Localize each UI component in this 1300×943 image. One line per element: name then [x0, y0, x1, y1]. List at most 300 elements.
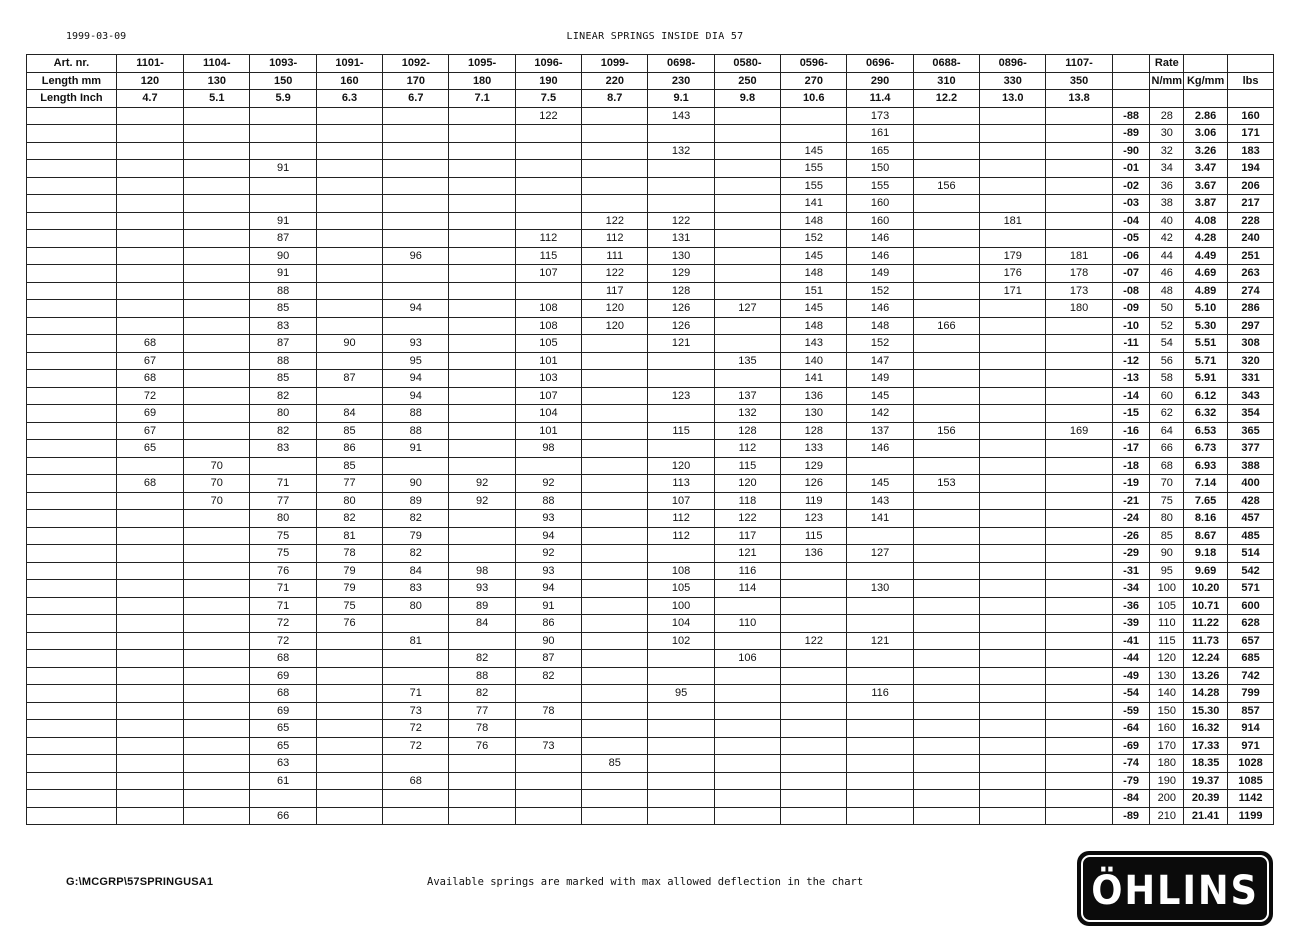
deflection-cell: 115 — [781, 527, 847, 545]
rate-kgmm-cell: 5.71 — [1184, 352, 1228, 370]
deflection-cell — [316, 265, 382, 283]
deflection-cell — [449, 370, 515, 388]
deflection-cell — [116, 107, 183, 125]
unit-header-kgmm: Kg/mm — [1184, 72, 1228, 90]
deflection-cell — [582, 335, 648, 353]
deflection-cell: 120 — [582, 317, 648, 335]
deflection-cell — [582, 737, 648, 755]
row-label-blank — [27, 212, 117, 230]
deflection-cell — [116, 125, 183, 143]
deflection-cell: 76 — [250, 562, 316, 580]
rate-kgmm-cell: 10.20 — [1184, 580, 1228, 598]
deflection-cell: 122 — [582, 212, 648, 230]
deflection-cell: 180 — [1046, 300, 1112, 318]
deflection-cell — [714, 720, 780, 738]
deflection-cell — [648, 755, 714, 773]
deflection-cell — [515, 195, 581, 213]
deflection-cell — [250, 177, 316, 195]
deflection-cell — [913, 405, 979, 423]
length-mm-cell: 270 — [781, 72, 847, 90]
deflection-cell: 68 — [116, 370, 183, 388]
row-label-blank — [27, 405, 117, 423]
deflection-cell — [913, 335, 979, 353]
deflection-cell — [184, 702, 250, 720]
deflection-cell: 137 — [847, 422, 913, 440]
deflection-cell — [980, 160, 1046, 178]
rate-lbs-cell: 742 — [1228, 667, 1274, 685]
deflection-cell: 165 — [847, 142, 913, 160]
deflection-cell: 115 — [648, 422, 714, 440]
deflection-cell: 68 — [383, 772, 449, 790]
spring-chart-table — [26, 54, 1274, 825]
deflection-cell — [316, 755, 382, 773]
rate-kgmm-cell: 16.32 — [1184, 720, 1228, 738]
deflection-cell — [847, 807, 913, 825]
rate-kgmm-cell: 2.86 — [1184, 107, 1228, 125]
suffix-cell: -06 — [1112, 247, 1150, 265]
deflection-cell: 148 — [847, 317, 913, 335]
deflection-cell — [1046, 527, 1112, 545]
chart-note: Available springs are marked with max allowed deflection in the chart — [427, 876, 864, 888]
deflection-cell — [913, 160, 979, 178]
deflection-cell — [383, 282, 449, 300]
deflection-cell — [714, 685, 780, 703]
deflection-cell: 130 — [847, 580, 913, 598]
deflection-cell — [648, 772, 714, 790]
deflection-cell — [449, 387, 515, 405]
deflection-cell — [184, 737, 250, 755]
deflection-cell: 75 — [250, 545, 316, 563]
rate-lbs-cell: 685 — [1228, 650, 1274, 668]
deflection-cell: 143 — [648, 107, 714, 125]
rate-nmm-cell: 36 — [1150, 177, 1184, 195]
deflection-cell: 155 — [847, 177, 913, 195]
deflection-cell — [847, 597, 913, 615]
deflection-cell: 65 — [250, 737, 316, 755]
deflection-cell — [250, 125, 316, 143]
rate-kgmm-cell: 6.73 — [1184, 440, 1228, 458]
deflection-cell: 82 — [383, 545, 449, 563]
row-label-blank — [27, 160, 117, 178]
article-number-cell: 1104- — [184, 55, 250, 73]
deflection-cell — [714, 667, 780, 685]
deflection-cell: 128 — [714, 422, 780, 440]
length-mm-cell: 330 — [980, 72, 1046, 90]
table-row — [27, 720, 1274, 738]
deflection-cell: 68 — [250, 650, 316, 668]
table-row — [27, 370, 1274, 388]
suffix-cell: -54 — [1112, 685, 1150, 703]
deflection-cell — [847, 667, 913, 685]
deflection-cell — [449, 755, 515, 773]
deflection-cell: 91 — [250, 212, 316, 230]
rate-header: Rate — [1150, 55, 1184, 73]
deflection-cell: 88 — [383, 405, 449, 423]
rate-kgmm-cell: 5.91 — [1184, 370, 1228, 388]
table-row — [27, 405, 1274, 423]
deflection-cell — [1046, 650, 1112, 668]
rate-kgmm-cell: 3.87 — [1184, 195, 1228, 213]
deflection-cell — [980, 702, 1046, 720]
deflection-cell — [1046, 702, 1112, 720]
rate-lbs-cell: 485 — [1228, 527, 1274, 545]
rate-nmm-cell: 160 — [1150, 720, 1184, 738]
deflection-cell: 169 — [1046, 422, 1112, 440]
deflection-cell: 82 — [515, 667, 581, 685]
deflection-cell — [714, 335, 780, 353]
blank-header — [1184, 90, 1228, 108]
rate-lbs-cell: 377 — [1228, 440, 1274, 458]
deflection-cell: 94 — [515, 527, 581, 545]
deflection-cell: 148 — [781, 317, 847, 335]
deflection-cell — [383, 667, 449, 685]
deflection-cell: 127 — [714, 300, 780, 318]
rate-nmm-cell: 34 — [1150, 160, 1184, 178]
deflection-cell: 72 — [250, 632, 316, 650]
row-label-blank — [27, 545, 117, 563]
deflection-cell — [116, 492, 183, 510]
rate-lbs-cell: 274 — [1228, 282, 1274, 300]
deflection-cell — [449, 195, 515, 213]
row-label-blank — [27, 387, 117, 405]
rate-nmm-cell: 180 — [1150, 755, 1184, 773]
deflection-cell — [913, 702, 979, 720]
deflection-cell — [714, 177, 780, 195]
deflection-cell: 120 — [714, 475, 780, 493]
deflection-cell — [515, 772, 581, 790]
rate-nmm-cell: 38 — [1150, 195, 1184, 213]
article-number-cell: 1095- — [449, 55, 515, 73]
deflection-cell — [184, 230, 250, 248]
deflection-cell — [383, 177, 449, 195]
deflection-cell — [980, 615, 1046, 633]
length-inch-cell: 8.7 — [582, 90, 648, 108]
deflection-cell: 92 — [515, 545, 581, 563]
deflection-cell: 61 — [250, 772, 316, 790]
deflection-cell: 82 — [449, 685, 515, 703]
deflection-cell: 173 — [1046, 282, 1112, 300]
row-label-blank — [27, 317, 117, 335]
suffix-cell: -17 — [1112, 440, 1150, 458]
deflection-cell — [714, 772, 780, 790]
article-number-cell: 1101- — [116, 55, 183, 73]
deflection-cell — [714, 702, 780, 720]
deflection-cell: 77 — [250, 492, 316, 510]
deflection-cell — [913, 457, 979, 475]
length-mm-cell: 220 — [582, 72, 648, 90]
deflection-cell — [781, 685, 847, 703]
deflection-cell: 73 — [383, 702, 449, 720]
suffix-cell: -64 — [1112, 720, 1150, 738]
deflection-cell: 94 — [515, 580, 581, 598]
row-label-blank — [27, 685, 117, 703]
deflection-cell: 108 — [515, 300, 581, 318]
rate-lbs-cell: 320 — [1228, 352, 1274, 370]
deflection-cell — [913, 737, 979, 755]
deflection-cell — [582, 527, 648, 545]
rate-kgmm-cell: 9.69 — [1184, 562, 1228, 580]
deflection-cell — [980, 317, 1046, 335]
deflection-cell — [449, 807, 515, 825]
deflection-cell: 76 — [449, 737, 515, 755]
deflection-cell — [515, 125, 581, 143]
deflection-cell — [116, 685, 183, 703]
deflection-cell: 160 — [847, 195, 913, 213]
deflection-cell — [582, 720, 648, 738]
deflection-cell — [714, 755, 780, 773]
rate-nmm-cell: 58 — [1150, 370, 1184, 388]
table-row — [27, 685, 1274, 703]
deflection-cell: 107 — [515, 387, 581, 405]
deflection-cell: 92 — [449, 492, 515, 510]
deflection-cell — [383, 195, 449, 213]
deflection-cell: 130 — [781, 405, 847, 423]
rate-lbs-cell: 657 — [1228, 632, 1274, 650]
deflection-cell: 160 — [847, 212, 913, 230]
deflection-cell: 113 — [648, 475, 714, 493]
table-row — [27, 790, 1274, 808]
logo-wordmark: ÖHLINS — [1091, 867, 1259, 914]
deflection-cell — [383, 230, 449, 248]
deflection-cell — [980, 335, 1046, 353]
deflection-cell: 72 — [116, 387, 183, 405]
deflection-cell — [582, 807, 648, 825]
deflection-cell — [648, 650, 714, 668]
deflection-cell: 127 — [847, 545, 913, 563]
row-label-blank — [27, 597, 117, 615]
deflection-cell — [980, 387, 1046, 405]
deflection-cell: 77 — [316, 475, 382, 493]
deflection-cell — [184, 755, 250, 773]
deflection-cell — [582, 387, 648, 405]
deflection-cell — [316, 177, 382, 195]
deflection-cell — [515, 807, 581, 825]
deflection-cell: 81 — [316, 527, 382, 545]
deflection-cell — [980, 352, 1046, 370]
deflection-cell — [980, 790, 1046, 808]
deflection-cell — [847, 562, 913, 580]
length-mm-cell: 350 — [1046, 72, 1112, 90]
deflection-cell — [714, 230, 780, 248]
length-inch-cell: 12.2 — [913, 90, 979, 108]
deflection-cell: 145 — [847, 387, 913, 405]
deflection-cell — [1046, 580, 1112, 598]
deflection-cell — [1046, 125, 1112, 143]
deflection-cell — [1046, 562, 1112, 580]
rate-nmm-cell: 60 — [1150, 387, 1184, 405]
deflection-cell — [1046, 457, 1112, 475]
deflection-cell — [316, 247, 382, 265]
deflection-cell: 115 — [515, 247, 581, 265]
deflection-cell: 119 — [781, 492, 847, 510]
deflection-cell: 152 — [847, 282, 913, 300]
deflection-cell — [116, 230, 183, 248]
table-row — [27, 702, 1274, 720]
deflection-cell — [250, 195, 316, 213]
deflection-cell — [714, 247, 780, 265]
table-row — [27, 265, 1274, 283]
rate-kgmm-cell: 4.49 — [1184, 247, 1228, 265]
deflection-cell — [913, 230, 979, 248]
deflection-cell — [1046, 615, 1112, 633]
deflection-cell: 91 — [250, 160, 316, 178]
rate-kgmm-cell: 5.30 — [1184, 317, 1228, 335]
deflection-cell: 122 — [714, 510, 780, 528]
article-number-cell: 1096- — [515, 55, 581, 73]
suffix-cell: -07 — [1112, 265, 1150, 283]
deflection-cell — [1046, 545, 1112, 563]
suffix-cell: -11 — [1112, 335, 1150, 353]
deflection-cell — [515, 160, 581, 178]
deflection-cell — [582, 195, 648, 213]
deflection-cell: 137 — [714, 387, 780, 405]
row-label-blank — [27, 282, 117, 300]
deflection-cell: 146 — [847, 440, 913, 458]
rate-lbs-cell: 971 — [1228, 737, 1274, 755]
row-label-blank — [27, 615, 117, 633]
deflection-cell — [847, 737, 913, 755]
deflection-cell: 105 — [648, 580, 714, 598]
deflection-cell: 122 — [781, 632, 847, 650]
suffix-header-blank — [1112, 72, 1150, 90]
deflection-cell: 91 — [250, 265, 316, 283]
deflection-cell — [383, 107, 449, 125]
article-number-cell: 0580- — [714, 55, 780, 73]
deflection-cell: 146 — [847, 247, 913, 265]
article-number-cell: 1093- — [250, 55, 316, 73]
deflection-cell — [582, 632, 648, 650]
deflection-cell — [316, 667, 382, 685]
deflection-cell — [847, 790, 913, 808]
row-label-blank — [27, 580, 117, 598]
deflection-cell — [383, 142, 449, 160]
row-label-blank — [27, 667, 117, 685]
rate-lbs-cell: 1142 — [1228, 790, 1274, 808]
rate-nmm-cell: 105 — [1150, 597, 1184, 615]
deflection-cell — [582, 125, 648, 143]
deflection-cell: 121 — [648, 335, 714, 353]
deflection-cell — [184, 282, 250, 300]
article-number-cell: 1091- — [316, 55, 382, 73]
deflection-cell — [316, 300, 382, 318]
rate-lbs-cell: 428 — [1228, 492, 1274, 510]
suffix-cell: -89 — [1112, 125, 1150, 143]
deflection-cell: 135 — [714, 352, 780, 370]
rate-kgmm-cell: 17.33 — [1184, 737, 1228, 755]
table-row — [27, 335, 1274, 353]
rate-kgmm-cell: 21.41 — [1184, 807, 1228, 825]
deflection-cell — [781, 597, 847, 615]
deflection-cell — [582, 457, 648, 475]
deflection-cell — [913, 265, 979, 283]
rate-kgmm-cell: 8.16 — [1184, 510, 1228, 528]
deflection-cell — [714, 142, 780, 160]
row-label-blank — [27, 702, 117, 720]
length-inch-cell: 7.5 — [515, 90, 581, 108]
deflection-cell: 126 — [648, 300, 714, 318]
rate-kgmm-cell: 3.06 — [1184, 125, 1228, 143]
deflection-cell — [980, 300, 1046, 318]
rate-nmm-cell: 95 — [1150, 562, 1184, 580]
deflection-cell: 63 — [250, 755, 316, 773]
deflection-cell — [582, 160, 648, 178]
suffix-cell: -29 — [1112, 545, 1150, 563]
blank-header — [1228, 55, 1274, 73]
deflection-cell — [980, 142, 1046, 160]
rate-lbs-cell: 1085 — [1228, 772, 1274, 790]
table-row — [27, 352, 1274, 370]
deflection-cell: 108 — [648, 562, 714, 580]
rate-lbs-cell: 628 — [1228, 615, 1274, 633]
length-mm-cell: 130 — [184, 72, 250, 90]
deflection-cell — [184, 440, 250, 458]
deflection-cell — [980, 107, 1046, 125]
deflection-cell — [913, 615, 979, 633]
deflection-cell: 94 — [383, 387, 449, 405]
deflection-cell — [648, 790, 714, 808]
deflection-cell — [116, 317, 183, 335]
deflection-cell — [980, 545, 1046, 563]
deflection-cell — [184, 300, 250, 318]
deflection-cell — [913, 667, 979, 685]
deflection-cell — [913, 650, 979, 668]
row-label-blank — [27, 650, 117, 668]
deflection-cell — [449, 510, 515, 528]
deflection-cell — [184, 790, 250, 808]
deflection-cell: 140 — [781, 352, 847, 370]
row-label-blank — [27, 352, 117, 370]
table-row — [27, 282, 1274, 300]
deflection-cell: 171 — [980, 282, 1046, 300]
deflection-cell: 141 — [781, 195, 847, 213]
deflection-cell — [1046, 195, 1112, 213]
deflection-cell — [913, 510, 979, 528]
deflection-cell: 111 — [582, 247, 648, 265]
deflection-cell: 90 — [250, 247, 316, 265]
suffix-cell: -41 — [1112, 632, 1150, 650]
deflection-cell — [1046, 177, 1112, 195]
deflection-cell — [116, 632, 183, 650]
deflection-cell: 91 — [383, 440, 449, 458]
deflection-cell — [116, 702, 183, 720]
deflection-cell — [184, 177, 250, 195]
row-label-blank — [27, 737, 117, 755]
deflection-cell: 92 — [515, 475, 581, 493]
deflection-cell — [648, 405, 714, 423]
row-label-blank — [27, 300, 117, 318]
deflection-cell — [847, 720, 913, 738]
deflection-cell: 80 — [250, 405, 316, 423]
deflection-cell — [582, 790, 648, 808]
deflection-cell — [184, 580, 250, 598]
rate-nmm-cell: 48 — [1150, 282, 1184, 300]
deflection-cell: 129 — [781, 457, 847, 475]
deflection-cell — [184, 142, 250, 160]
suffix-cell: -34 — [1112, 580, 1150, 598]
table-row — [27, 142, 1274, 160]
rate-kgmm-cell: 4.89 — [1184, 282, 1228, 300]
deflection-cell: 72 — [383, 737, 449, 755]
rate-kgmm-cell: 6.93 — [1184, 457, 1228, 475]
deflection-cell — [116, 247, 183, 265]
deflection-cell — [913, 790, 979, 808]
deflection-cell: 69 — [116, 405, 183, 423]
deflection-cell: 122 — [648, 212, 714, 230]
deflection-cell — [250, 142, 316, 160]
deflection-cell: 82 — [250, 387, 316, 405]
deflection-cell — [1046, 685, 1112, 703]
unit-header-nmm: N/mm — [1150, 72, 1184, 90]
